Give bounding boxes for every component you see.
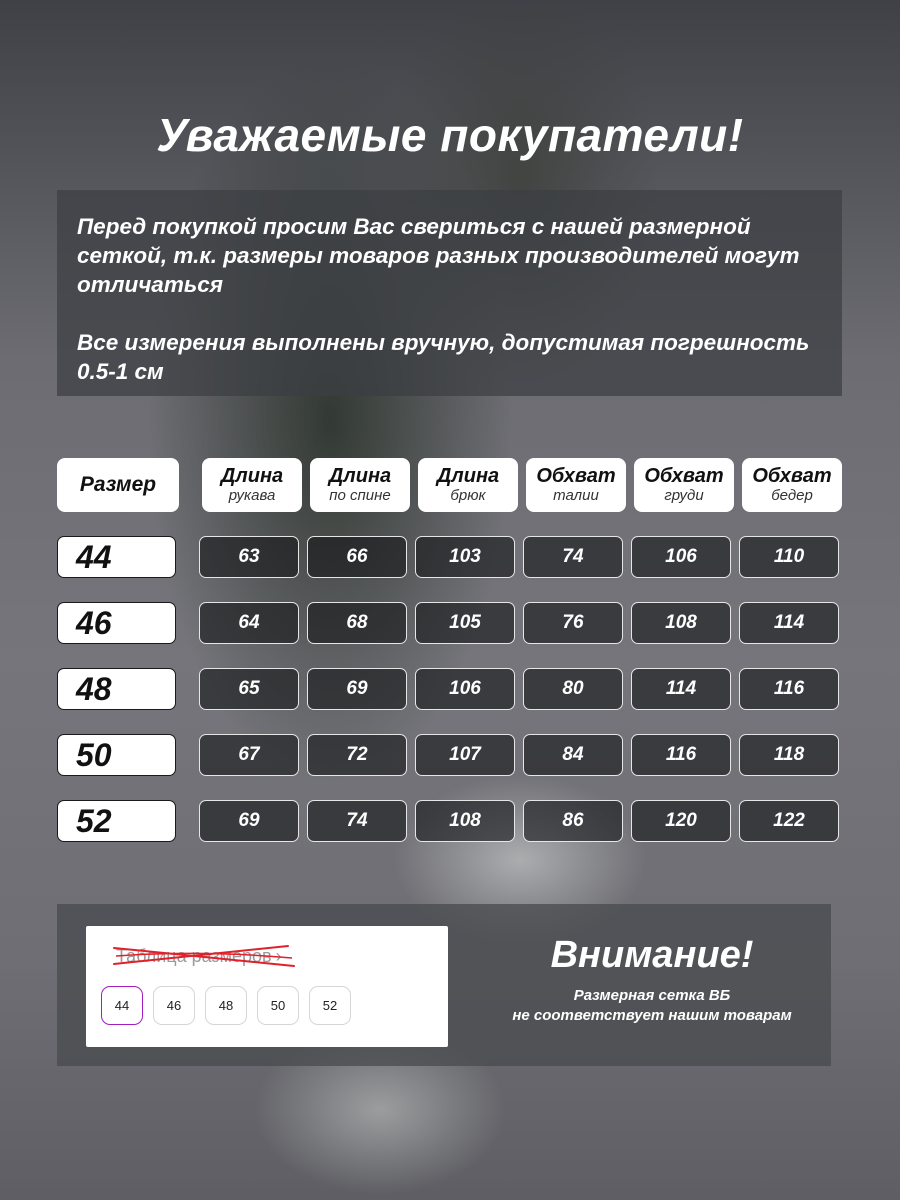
column-header-hips	[742, 458, 842, 512]
notice-paragraph-1: Перед покупкой просим Вас свериться с нашей размерной сеткой, т.к. размеры товаров разных производителей могут отличаться	[77, 214, 800, 297]
value-cell: 106	[415, 668, 515, 710]
wb-size-widget	[86, 926, 448, 1047]
column-header-chest	[634, 458, 734, 512]
value-cell: 74	[523, 536, 623, 578]
value-cell: 84	[523, 734, 623, 776]
column-header-title: Обхват	[752, 465, 832, 487]
column-header-waist	[526, 458, 626, 512]
value-cell: 110	[739, 536, 839, 578]
size-column-header: Размер	[57, 458, 179, 512]
value-cell: 80	[523, 668, 623, 710]
value-cell: 69	[307, 668, 407, 710]
notice-panel	[57, 190, 842, 396]
column-header-title: Обхват	[536, 465, 616, 487]
value-cell: 107	[415, 734, 515, 776]
value-cell: 118	[739, 734, 839, 776]
size-label: 50	[57, 734, 176, 776]
column-header-back-length	[310, 458, 410, 512]
value-cell: 63	[199, 536, 299, 578]
column-header-title: Обхват	[644, 465, 724, 487]
wb-size-chips	[101, 986, 351, 1025]
value-cell: 106	[631, 536, 731, 578]
wb-size-table-label: Таблица размеров	[116, 946, 272, 966]
size-label: 52	[57, 800, 176, 842]
column-header-subtitle: по спине	[329, 487, 391, 504]
value-cell: 69	[199, 800, 299, 842]
size-row	[0, 602, 900, 644]
attention-text	[477, 986, 827, 1026]
value-cell: 103	[415, 536, 515, 578]
headline: Уважаемые покупатели!	[156, 109, 744, 161]
wb-size-chip[interactable]: 50	[257, 986, 299, 1025]
wb-size-chip[interactable]: 44	[101, 986, 143, 1025]
value-cell: 67	[199, 734, 299, 776]
chevron-right-icon: ›	[275, 946, 282, 966]
value-cell: 86	[523, 800, 623, 842]
value-cell: 108	[415, 800, 515, 842]
size-label: 46	[57, 602, 176, 644]
value-cell: 120	[631, 800, 731, 842]
value-cell: 105	[415, 602, 515, 644]
column-header-subtitle: талии	[553, 487, 599, 504]
column-header-title: Длина	[220, 465, 284, 487]
value-cell: 116	[739, 668, 839, 710]
attention-title: Внимание!	[550, 934, 754, 976]
size-label: 48	[57, 668, 176, 710]
value-cell: 108	[631, 602, 731, 644]
wb-size-chip[interactable]: 48	[205, 986, 247, 1025]
column-header-subtitle: рукава	[228, 487, 276, 504]
column-header-title: Длина	[328, 465, 392, 487]
value-cell: 122	[739, 800, 839, 842]
size-row	[0, 800, 900, 842]
value-cell: 72	[307, 734, 407, 776]
attention-panel	[57, 904, 831, 1066]
value-cell: 116	[631, 734, 731, 776]
value-cell: 74	[307, 800, 407, 842]
size-row	[0, 734, 900, 776]
value-cell: 64	[199, 602, 299, 644]
size-row	[0, 668, 900, 710]
wb-size-chip[interactable]: 52	[309, 986, 351, 1025]
column-header-title: Длина	[436, 465, 500, 487]
column-header-subtitle: брюк	[450, 487, 486, 504]
attention-line-2: не соответствует нашим товарам	[512, 1007, 792, 1024]
value-cell: 65	[199, 668, 299, 710]
column-header-trouser-length	[418, 458, 518, 512]
size-label: 44	[57, 536, 176, 578]
notice-paragraph-2: Все измерения выполнены вручную, допустимая погрешность 0.5-1 см	[77, 330, 810, 384]
size-row	[0, 536, 900, 578]
attention-line-1: Размерная сетка ВБ	[573, 987, 731, 1004]
value-cell: 68	[307, 602, 407, 644]
wb-size-table-link[interactable]	[116, 946, 282, 967]
column-header-subtitle: груди	[664, 487, 704, 504]
column-header-subtitle: бедер	[771, 487, 813, 504]
wb-size-chip[interactable]: 46	[153, 986, 195, 1025]
value-cell: 114	[739, 602, 839, 644]
value-cell: 66	[307, 536, 407, 578]
column-header-sleeve-length	[202, 458, 302, 512]
value-cell: 76	[523, 602, 623, 644]
value-cell: 114	[631, 668, 731, 710]
